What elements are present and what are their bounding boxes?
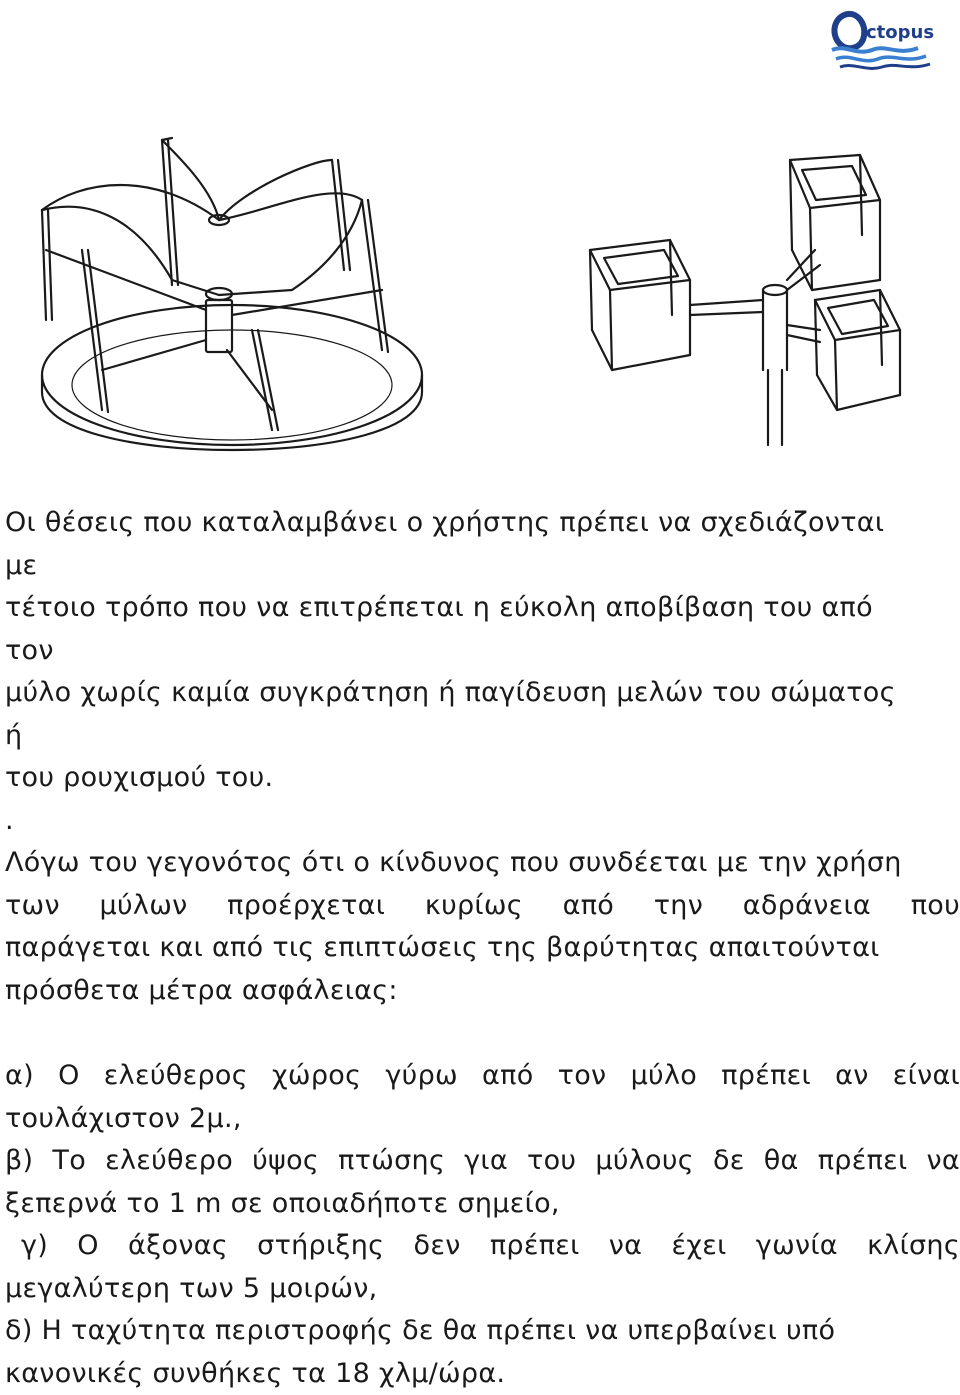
text-line: ή	[5, 715, 960, 758]
text-line: των μύλων προέρχεται κυρίως από την αδράνεια που	[5, 885, 960, 928]
list-item-a-cont: τουλάχιστον 2μ.,	[5, 1098, 960, 1141]
text-line: του ρουχισμού του.	[5, 757, 960, 800]
list-item-d: δ) Η ταχύτητα περιστροφής δε θα πρέπει να υπερβαίνει υπό	[5, 1310, 960, 1353]
list-item-d-cont: κανονικές συνθήκες τα 18 χλμ/ώρα.	[5, 1353, 960, 1395]
text-line: Λόγω του γεγονότος ότι ο κίνδυνος που συνδέεται με την χρήση	[5, 842, 960, 885]
text-line: Οι θέσεις που καταλαμβάνει ο χρήστης πρέπει να σχεδιάζονται	[5, 502, 960, 545]
text-line: παράγεται και από τις επιπτώσεις της βαρύτητας απαιτούνται	[5, 927, 960, 970]
text-line: με	[5, 545, 960, 588]
text-line: μύλο χωρίς καμία συγκράτηση ή παγίδευση μελών του σώματος	[5, 672, 960, 715]
text-line: πρόσθετα μέτρα ασφάλειας:	[5, 970, 960, 1013]
rotating-seat-carousel-icon	[580, 140, 950, 460]
list-item-b: β) Το ελεύθερο ύψος πτώσης για του μύλους δε θα πρέπει να	[5, 1140, 960, 1183]
spacer	[5, 1012, 960, 1055]
text-line: τον	[5, 630, 960, 673]
carousel-roundabout-icon	[22, 130, 432, 460]
list-item-g: γ) Ο άξονας στήριξης δεν πρέπει να έχει γωνία κλίσης	[5, 1225, 960, 1268]
text-line: τέτοιο τρόπο που να επιτρέπεται η εύκολη αποβίβαση του από	[5, 587, 960, 630]
logo-text: ctopus	[866, 22, 934, 43]
separator-dot: .	[5, 800, 960, 843]
document-text	[5, 502, 960, 1395]
list-item-a: α) Ο ελεύθερος χώρος γύρω από τον μύλο πρέπει αν είναι	[5, 1055, 960, 1098]
list-item-b-cont: ξεπερνά το 1 m σε οποιαδήποτε σημείο,	[5, 1183, 960, 1226]
list-item-g-cont: μεγαλύτερη των 5 μοιρών,	[5, 1268, 960, 1311]
octopus-logo	[826, 4, 956, 74]
